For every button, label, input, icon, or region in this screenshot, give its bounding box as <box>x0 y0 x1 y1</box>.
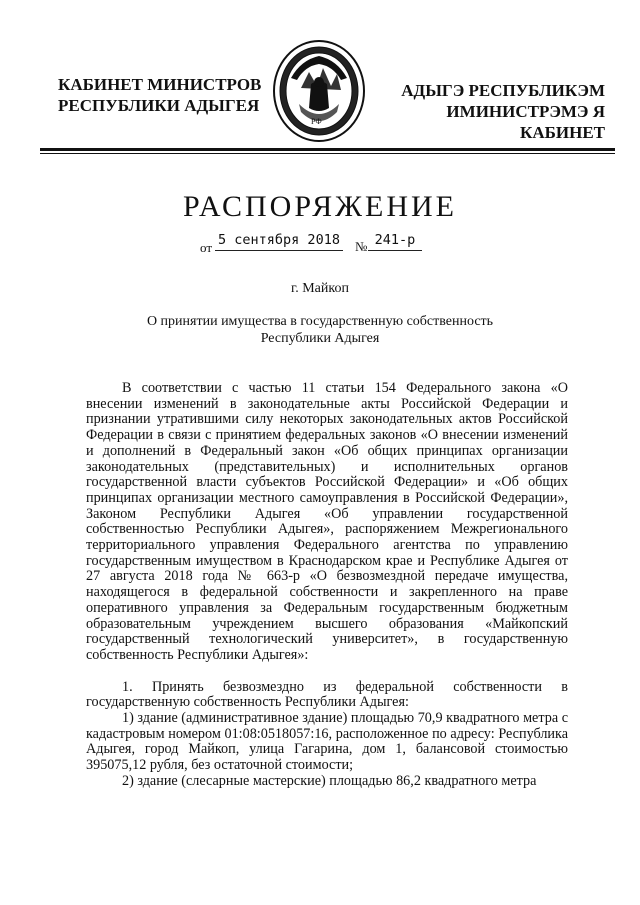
body-intro: В соответствии с частью 11 статьи 154 Федерального закона «О внесении изменений в законодательные акты Российской Федерации и признании утратившими силу некоторых законодательных актов Российской Федерации в связи с принятием федеральных законов «О внесении изменений и дополнений в Федеральный закон «Об общих принципах организации законодательных (представительных) и исполнительных органов государственной власти субъектов Российской Федерации» и «Об общих принципах организации местного самоуправления в Российской Федерации», Законом Республики Адыгея «Об управлении государственной собственностью Республики Адыгея», распоряжением Межрегионального территориального управления Федерального агентства по управлению государственным имуществом в Краснодарском крае и Республике Адыгея от 27 августа 2018 года № 663-р «О безвозмездной передаче имущества, находящегося в федеральной собственности и закрепленного на праве оперативного управления за Федеральным государственным бюджетным образовательным учреждением высшего образования «Майкопский государственный технологический университет», в государственную собственность Республики Адыгея»: <box>86 380 568 663</box>
body-item-1-1: 1) здание (административное здание) площадью 70,9 квадратного метра с кадастровым номером 01:08:0518057:16, расположенное по адресу: Республика Адыгея, город Майкоп, улица Гагарина, дом 1, балансовой стоимостью 395075,12 рубля, без остаточной стоимости; <box>86 710 568 774</box>
header-rule-thin <box>40 153 615 154</box>
body-item-1-2: 2) здание (слесарные мастерские) площадью 86,2 квадратного метра <box>122 772 537 789</box>
issuer-left <box>58 74 261 116</box>
issuer-left-line2: РЕСПУБЛИКИ АДЫГЕЯ <box>58 96 260 115</box>
issuer-right-line1: АДЫГЭ РЕСПУБЛИКЭМ <box>401 81 605 100</box>
coat-of-arms-icon <box>271 38 367 144</box>
document-subject <box>0 313 640 347</box>
document-number: 241-р <box>368 232 422 251</box>
header-rule-thick <box>40 148 615 151</box>
body-item-1: 1. Принять безвозмездно из федеральной собственности в государственную собственность Республики Адыгея: <box>86 678 568 711</box>
date-label: от <box>200 240 213 255</box>
document-body <box>86 381 568 790</box>
number-label: № <box>355 239 368 254</box>
document-date: 5 сентября 2018 <box>215 232 343 251</box>
document-title: РАСПОРЯЖЕНИЕ <box>182 190 458 223</box>
city: г. Майкоп <box>291 281 349 296</box>
issuer-right <box>375 80 605 143</box>
subject-line1: О принятии имущества в государственную собственность <box>146 314 494 329</box>
emblem-letters: РФ <box>311 117 322 126</box>
subject-line2: Республики Адыгея <box>260 331 380 346</box>
issuer-left-line1: КАБИНЕТ МИНИСТРОВ <box>58 75 262 94</box>
issuer-right-line2: ИМИНИСТРЭМЭ Я КАБИНЕТ <box>446 102 605 142</box>
